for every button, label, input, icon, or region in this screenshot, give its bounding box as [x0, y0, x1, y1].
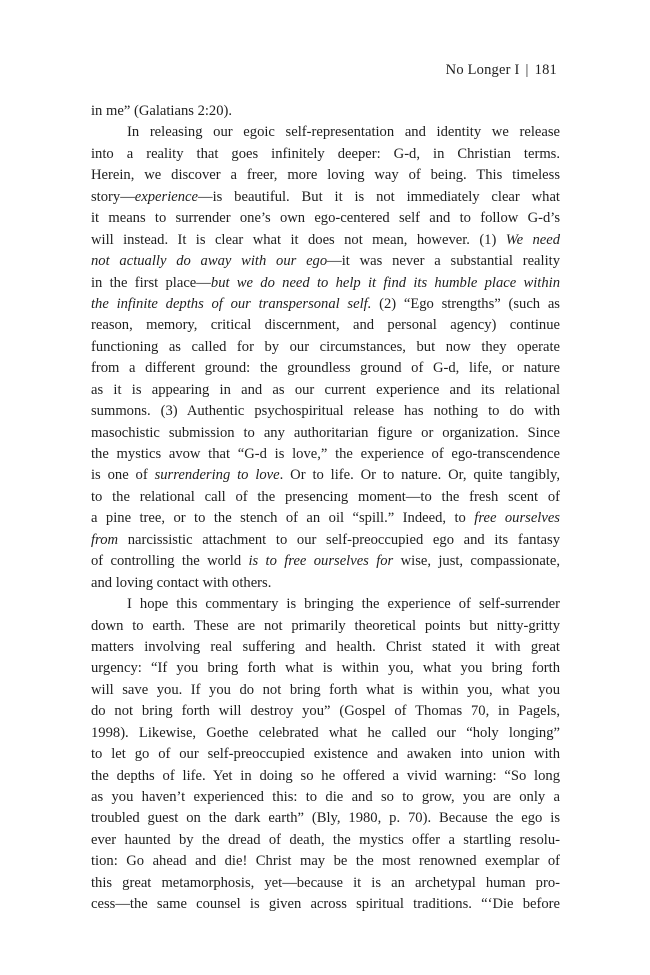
text-line: [91, 423, 560, 444]
text-run: troubled guest on the dark earth” (Bly, 1980, p. 70). Because the ego is: [91, 810, 560, 827]
italic-text: surrendering to love: [154, 467, 280, 484]
text-line: [91, 187, 560, 208]
header-separator: |: [525, 62, 529, 78]
text-line: [91, 315, 560, 336]
text-run: as it is appearing in and as our current experience and its relational: [91, 381, 560, 398]
text-run: it means to surrender one’s own ego-centered self and to follow G-d’s: [91, 210, 560, 227]
text-run: will save you. If you do not bring forth what is within you, what you: [91, 681, 560, 698]
text-line: [91, 358, 560, 379]
text-line: [91, 444, 560, 465]
text-line: [91, 251, 560, 272]
text-run: this great metamorphosis, yet—because it is an archetypal human pro-: [91, 874, 560, 891]
text-run: story—: [91, 188, 135, 205]
italic-text: free ourselves: [474, 510, 560, 527]
text-run: of controlling the world: [91, 553, 249, 570]
text-line: [91, 808, 560, 829]
text-line: [91, 380, 560, 401]
italic-text: but we do need to help it find its humble place within: [210, 274, 560, 291]
text-run: from a different ground: the groundless ground of G-d, life, or nature: [91, 360, 560, 377]
text-run: the depths of life. Yet in doing so he offered a vivid warning: “So long: [91, 767, 560, 784]
text-run: 1998). Likewise, Goethe celebrated what he called our “holy longing”: [91, 724, 560, 741]
text-run: I hope this commentary is bringing the experience of self-surrender: [127, 596, 560, 613]
text-run: —it was never a substantial reality: [327, 253, 560, 270]
text-run: to let go of our self-preoccupied existence and awaken into union with: [91, 746, 560, 763]
text-line: [91, 551, 560, 572]
italic-text: is to free ourselves for: [248, 553, 394, 570]
text-run: —is beautiful. But it is not immediately clear what: [197, 188, 560, 205]
text-line: [91, 744, 560, 765]
text-run: the mystics avow that “G-d is love,” the experience of ego-transcendence: [91, 446, 560, 462]
text-run: narcissistic attachment to our self-preoccupied ego and its fantasy: [118, 531, 560, 548]
text-line: [91, 594, 560, 615]
text-run: reason, memory, critical discernment, and personal agency) continue: [91, 317, 560, 334]
text-run: summons. (3) Authentic psychospiritual release has nothing to do with: [91, 403, 560, 420]
italic-text: experience: [134, 188, 198, 205]
text-line: [91, 851, 560, 872]
text-run: ever haunted by the dread of death, the mystics offer a startling resolu-: [91, 831, 560, 848]
text-run: In releasing our egoic self-representation and identity we release: [127, 124, 560, 141]
text-run: functioning as called for by our circumstances, but now they operate: [91, 338, 560, 355]
chapter-title: No Longer I: [445, 62, 520, 78]
text-run: . Or to life. Or to nature. Or, quite tangibly,: [279, 467, 560, 484]
text-run: to the relational call of the presencing moment—to the fresh scent of: [91, 488, 560, 505]
text-run: do not bring forth will destroy you” (Gospel of Thomas 70, in Pagels,: [91, 703, 560, 720]
text-line: [91, 401, 560, 422]
text-run: tion: Go ahead and die! Christ may be the most renowned exemplar of: [91, 853, 560, 870]
text-line: [91, 487, 560, 508]
text-line: [91, 122, 560, 143]
text-run: will instead. It is clear what it does not mean, however. (1): [91, 231, 506, 248]
text-run: is one of: [91, 467, 155, 484]
text-run: in the first place—: [91, 274, 211, 291]
text-line: [91, 658, 560, 679]
text-run: masochistic submission to any authoritarian figure or organization. Since: [91, 424, 560, 441]
text-line: [91, 208, 560, 229]
text-line: [91, 273, 560, 294]
italic-text: the infinite depths of our transpersonal self.: [91, 295, 372, 312]
text-run: urgency: “If you bring forth what is within you, what you bring forth: [91, 660, 560, 677]
text-line: [91, 787, 560, 808]
text-line: [91, 830, 560, 851]
text-run: in me” (Galatians 2:20).: [91, 103, 233, 119]
text-line: [91, 465, 560, 486]
text-line: [91, 723, 560, 744]
text-run: down to earth. These are not primarily theoretical points but nitty-gritty: [91, 617, 560, 634]
text-line: [91, 573, 560, 594]
text-run: into a reality that goes infinitely deeper: G-d, in Christian terms.: [91, 145, 560, 162]
text-run: (2) “Ego strengths” (such as: [371, 295, 560, 312]
text-line: [91, 637, 560, 658]
body-text: [91, 101, 560, 916]
text-line: [91, 701, 560, 722]
text-line: [91, 530, 560, 551]
text-line: [91, 165, 560, 186]
text-line: [91, 680, 560, 701]
text-line: [91, 873, 560, 894]
text-run: as you haven’t experienced this: to die and so to grow, you are only a: [91, 789, 560, 805]
text-run: matters involving real suffering and health. Christ stated it with great: [91, 638, 560, 655]
text-line: [91, 144, 560, 165]
text-line: [91, 230, 560, 251]
text-line: [91, 894, 560, 915]
text-line: [91, 508, 560, 529]
text-run: wise, just, compassionate,: [393, 553, 560, 570]
text-run: Herein, we discover a freer, more loving way of being. This timeless: [91, 167, 560, 184]
text-line: [91, 766, 560, 787]
running-head: [446, 62, 557, 79]
text-line: [91, 337, 560, 358]
text-line: [91, 616, 560, 637]
italic-text: We need: [505, 231, 560, 248]
text-run: and loving contact with others.: [91, 574, 272, 591]
text-line: [91, 101, 560, 122]
italic-text: from: [91, 531, 119, 548]
text-line: [91, 294, 560, 315]
text-run: a pine tree, or to the stench of an oil “spill.” Indeed, to: [91, 510, 475, 527]
text-run: cess—the same counsel is given across spiritual traditions. “‘Die before: [91, 896, 560, 913]
page-number: 181: [534, 62, 557, 78]
italic-text: not actually do away with our ego: [91, 253, 328, 270]
